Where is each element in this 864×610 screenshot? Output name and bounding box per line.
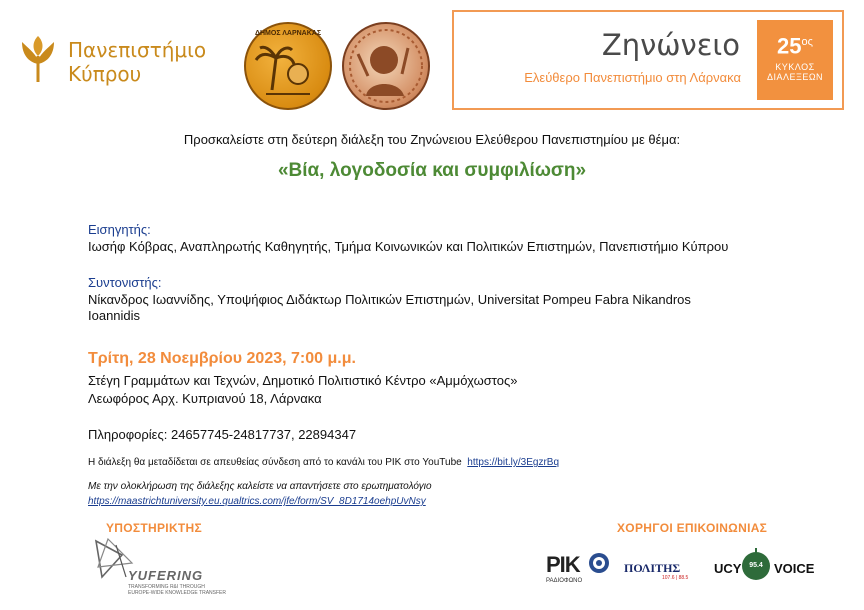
- badge-suffix: ος: [801, 36, 813, 48]
- rik-logo: ΡΙΚ: [546, 552, 580, 577]
- supporter-heading: ΥΠΟΣΤΗΡΙΚΤΗΣ: [106, 521, 203, 535]
- stream-text: Η διάλεξη θα μεταδίδεται σε απευθείας σύνδεση από το κανάλι του ΡΙΚ στο YouTube: [88, 457, 462, 468]
- larnaka-coin-logo: [244, 22, 332, 110]
- moderator-label: Συντονιστής:: [88, 275, 162, 290]
- event-info: Πληροφορίες: 24657745-24817737, 22894347: [88, 427, 357, 442]
- ucy-name: [68, 38, 206, 86]
- invitation-text: Προσκαλείστε στη δεύτερη διάλεξη του Ζηνώνειου Ελεύθερου Πανεπιστημίου με θέμα:: [183, 132, 681, 147]
- stream-line: [88, 457, 559, 468]
- ucy-voice-voice: VOICE: [774, 561, 815, 576]
- ucy-name-line2: Κύπρου: [68, 62, 142, 86]
- yufering-name: YUFERING: [128, 568, 204, 583]
- moderator-text-line2: Ioannidis: [88, 308, 141, 323]
- yufering-tagline-1: TRANSFORMING R&I THROUGH: [128, 584, 205, 590]
- moderator-text-line1: Νίκανδρος Ιωαννίδης, Υποψήφιος Διδάκτωρ Πολιτικών Επιστημών, Universitat Pompeu Fabra Nikandros: [88, 292, 691, 307]
- event-address: Λεωφόρος Αρχ. Κυπριανού 18, Λάρνακα: [88, 391, 322, 406]
- lecture-title: «Βία, λογοδοσία και συμφιλίωση»: [277, 160, 587, 181]
- speaker-text: Ιωσήφ Κόβρας, Αναπληρωτής Καθηγητής, Τμήμα Κοινωνικών και Πολιτικών Επιστημών, Πανεπιστήμιο Κύπρου: [88, 239, 729, 254]
- politis-logo: ΠΟΛΙΤΗΣ: [624, 561, 681, 575]
- event-date: Τρίτη, 28 Νοεμβρίου 2023, 7:00 μ.μ.: [88, 350, 356, 367]
- politis-sub: 107.6 | 88.5: [662, 575, 689, 581]
- rik-circle-icon: [588, 552, 610, 574]
- ucy-voice-ucy: UCY: [714, 561, 742, 576]
- lecture-cycle-badge: [757, 20, 833, 100]
- survey-text: Με την ολοκλήρωση της διάλεξης καλείστε να απαντήσετε στο ερωτηματολόγιο: [88, 481, 432, 492]
- badge-line1: ΚΥΚΛΟΣ: [775, 62, 815, 73]
- ucy-name-line1: Πανεπιστήμιο: [68, 38, 207, 62]
- zeno-bust-icon: [344, 24, 428, 108]
- event-venue: Στέγη Γραμμάτων και Τεχνών, Δημοτικό Πολιτιστικό Κέντρο «Αμμόχωστος»: [88, 373, 518, 388]
- zinonio-subtitle: Ελεύθερο Πανεπιστήμιο στη Λάρνακα: [524, 70, 741, 85]
- zeno-coin-logo: [342, 22, 430, 110]
- yufering-tagline-2: EUROPE-WIDE KNOWLEDGE TRANSFER: [128, 590, 226, 596]
- coin-text: ΔΗΜΟΣ ΛΑΡΝΑΚΑΣ: [254, 30, 322, 37]
- badge-line2: ΔΙΑΛΕΞΕΩΝ: [766, 72, 824, 83]
- stream-link[interactable]: https://bit.ly/3EgzrBq: [467, 457, 560, 468]
- sponsors-heading: ΧΟΡΗΓΟΙ ΕΠΙΚΟΙΝΩΝΙΑΣ: [617, 521, 768, 535]
- zinonio-title: Ζηνώνειο: [601, 28, 740, 62]
- survey-link[interactable]: https://maastrichtuniversity.eu.qualtrics.com/jfe/form/SV_8D1714oehpUvNsy: [88, 496, 426, 507]
- ucy-tree-logo-icon: [18, 34, 58, 84]
- rik-sub: ΡΑΔΙΟΦΩΝΟ: [546, 578, 583, 584]
- ucy-voice-freq: 95.4: [749, 562, 763, 569]
- badge-number: 25: [777, 33, 802, 59]
- speaker-label: Εισηγητής:: [88, 222, 151, 237]
